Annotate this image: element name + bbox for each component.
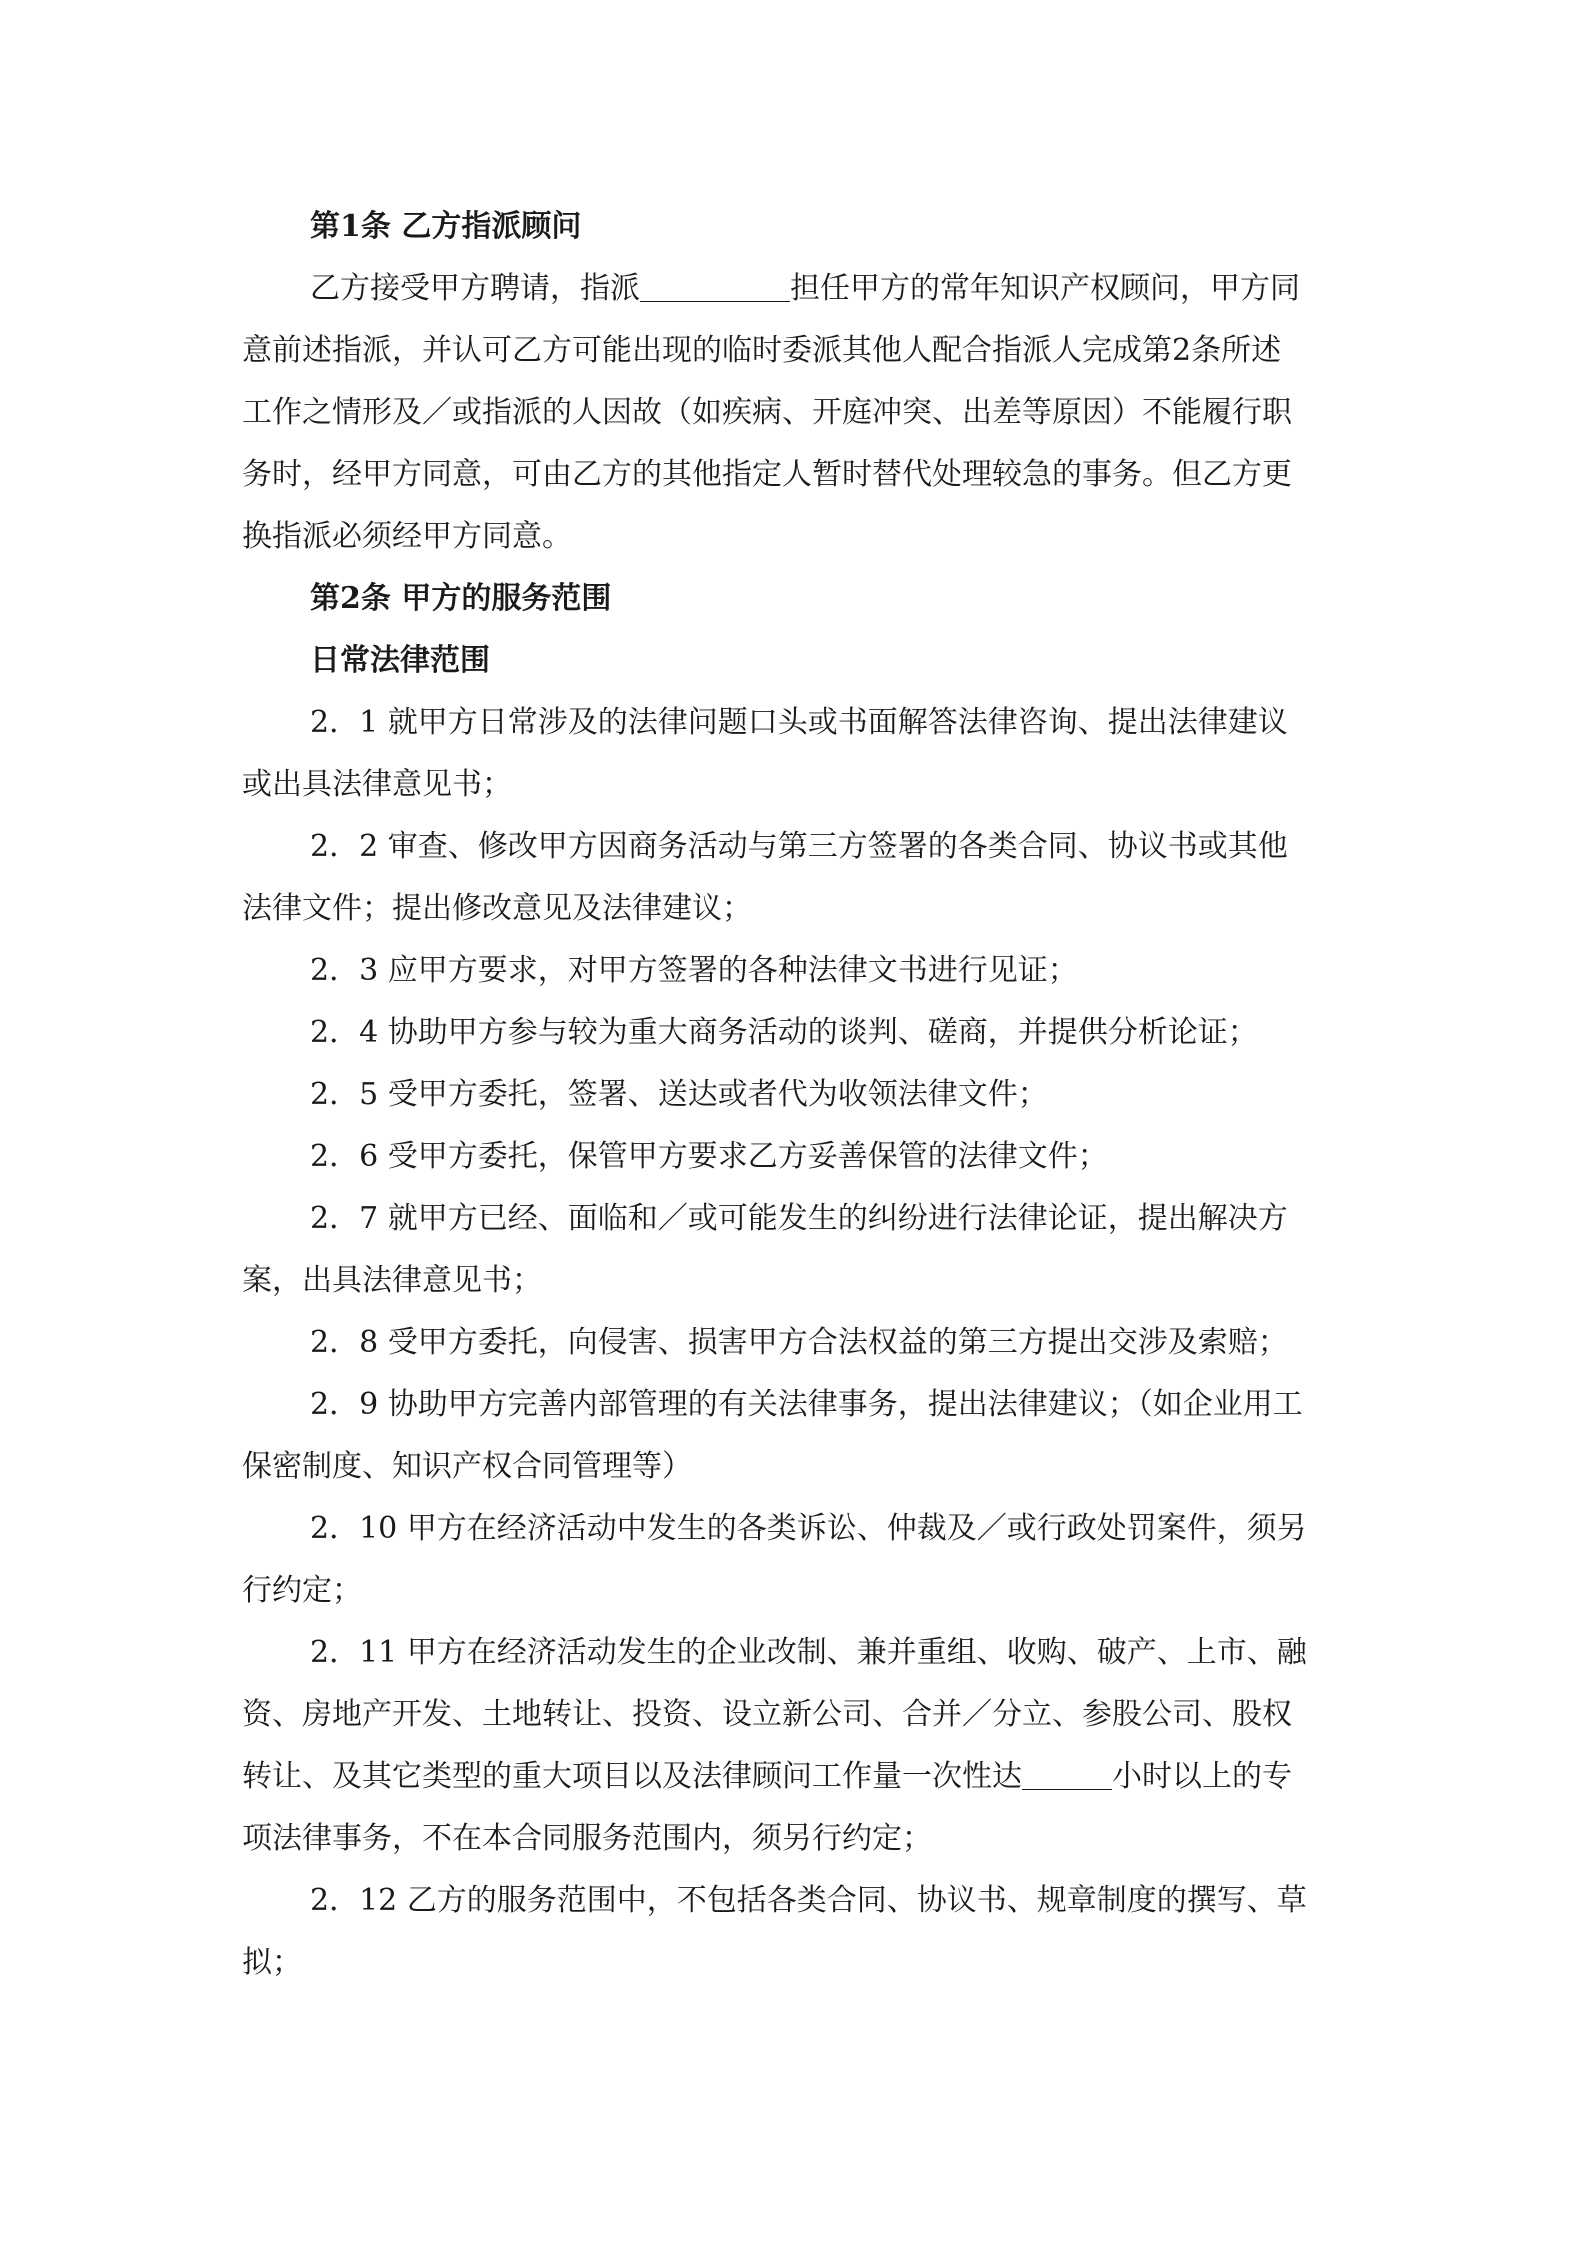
- item-text: 应甲方要求，对甲方签署的各种法律文书进行见证；: [387, 953, 1078, 988]
- item-number: 2．2: [310, 829, 379, 864]
- article-1-heading: 第1条 乙方指派顾问: [310, 209, 582, 244]
- article-1-line-1: [242, 258, 1342, 320]
- item-2-9: [242, 1374, 1342, 1498]
- article-1-line-4: 务时，经甲方同意，可由乙方的其他指定人暂时替代处理较急的事务。但乙方更: [242, 457, 1292, 492]
- item-line: [242, 816, 1342, 878]
- item-text: 小时以上的专: [1112, 1759, 1292, 1794]
- item-number: 2．6: [310, 1139, 379, 1174]
- item-line: [242, 1126, 1342, 1188]
- item-line: 案，出具法律意见书；: [242, 1263, 542, 1298]
- item-number: 2．12: [310, 1883, 398, 1918]
- item-number: 2．5: [310, 1077, 379, 1112]
- item-2-4: [242, 1002, 1342, 1064]
- item-line: 拟；: [242, 1945, 302, 1980]
- article-1-line-3: 工作之情形及／或指派的人因故（如疾病、开庭冲突、出差等原因）不能履行职: [242, 395, 1292, 430]
- article-1-text-a: 乙方接受甲方聘请，指派: [310, 271, 640, 306]
- article-1-text-b: 担任甲方的常年知识产权顾问，甲方同: [790, 271, 1300, 306]
- item-2-1: [242, 692, 1342, 816]
- item-line: 资、房地产开发、土地转让、投资、设立新公司、合并／分立、参股公司、股权: [242, 1697, 1292, 1732]
- item-text: 审查、修改甲方因商务活动与第三方签署的各类合同、协议书或其他: [387, 829, 1288, 864]
- item-text: 受甲方委托，签署、送达或者代为收领法律文件；: [387, 1077, 1048, 1112]
- item-line: [242, 1188, 1342, 1250]
- item-2-12: [242, 1870, 1342, 1994]
- item-number: 2．4: [310, 1015, 379, 1050]
- item-number: 2．8: [310, 1325, 379, 1360]
- item-line: [242, 1746, 1342, 1808]
- item-line: [242, 1498, 1342, 1560]
- item-line: [242, 692, 1342, 754]
- item-line: 项法律事务，不在本合同服务范围内，须另行约定；: [242, 1821, 932, 1856]
- item-2-8: [242, 1312, 1342, 1374]
- item-line: [242, 1002, 1342, 1064]
- item-2-5: [242, 1064, 1342, 1126]
- item-line: 法律文件；提出修改意见及法律建议；: [242, 891, 752, 926]
- item-text: 受甲方委托，保管甲方要求乙方妥善保管的法律文件；: [387, 1139, 1108, 1174]
- hours-blank: [1022, 1759, 1112, 1790]
- item-2-2: [242, 816, 1342, 940]
- item-text: 甲方在经济活动发生的企业改制、兼并重组、收购、破产、上市、融: [406, 1635, 1307, 1670]
- article-1-body: [242, 258, 1342, 568]
- item-line: [242, 1870, 1342, 1932]
- item-line: [242, 1622, 1342, 1684]
- item-number: 2．11: [310, 1635, 398, 1670]
- item-text: 就甲方已经、面临和／或可能发生的纠纷进行法律论证，提出解决方: [387, 1201, 1288, 1236]
- item-2-6: [242, 1126, 1342, 1188]
- item-line: [242, 1374, 1342, 1436]
- item-line: [242, 1312, 1342, 1374]
- item-2-10: [242, 1498, 1342, 1622]
- item-number: 2．7: [310, 1201, 379, 1236]
- item-number: 2．1: [310, 705, 379, 740]
- document-page: [242, 196, 1342, 1994]
- article-1-line-2: 意前述指派，并认可乙方可能出现的临时委派其他人配合指派人完成第2条所述: [242, 333, 1282, 368]
- item-text: 协助甲方完善内部管理的有关法律事务，提出法律建议；（如企业用工: [387, 1387, 1303, 1422]
- article-2-heading: 第2条 甲方的服务范围: [310, 581, 612, 616]
- daily-legal-scope-subheading: 日常法律范围: [310, 643, 490, 678]
- item-number: 2．9: [310, 1387, 379, 1422]
- item-text: 就甲方日常涉及的法律问题口头或书面解答法律咨询、提出法律建议: [387, 705, 1288, 740]
- appointee-blank: [640, 271, 790, 302]
- item-line: [242, 940, 1342, 1002]
- item-text: 甲方在经济活动中发生的各类诉讼、仲裁及／或行政处罚案件，须另: [406, 1511, 1307, 1546]
- item-2-3: [242, 940, 1342, 1002]
- item-text: 协助甲方参与较为重大商务活动的谈判、磋商，并提供分析论证；: [387, 1015, 1258, 1050]
- item-text: 转让、及其它类型的重大项目以及法律顾问工作量一次性达: [242, 1759, 1022, 1794]
- item-line: [242, 1064, 1342, 1126]
- item-text: 受甲方委托，向侵害、损害甲方合法权益的第三方提出交涉及索赔；: [387, 1325, 1288, 1360]
- item-line: 或出具法律意见书；: [242, 767, 512, 802]
- item-number: 2．10: [310, 1511, 398, 1546]
- item-text: 乙方的服务范围中，不包括各类合同、协议书、规章制度的撰写、草: [406, 1883, 1307, 1918]
- article-1-line-5: 换指派必须经甲方同意。: [242, 519, 572, 554]
- item-2-11: [242, 1622, 1342, 1870]
- item-2-7: [242, 1188, 1342, 1312]
- item-number: 2．3: [310, 953, 379, 988]
- item-line: 保密制度、知识产权合同管理等）: [242, 1449, 692, 1484]
- item-line: 行约定；: [242, 1573, 362, 1608]
